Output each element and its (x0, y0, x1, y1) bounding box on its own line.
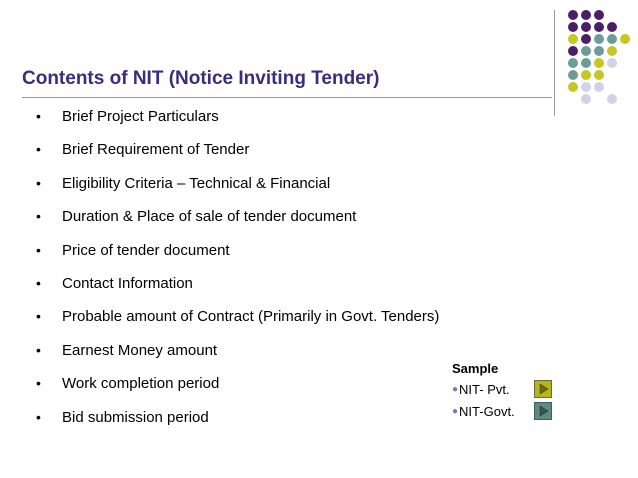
decor-dot (568, 58, 578, 68)
bullet-text: Brief Requirement of Tender (62, 141, 250, 159)
bullet-marker: • (36, 174, 41, 191)
bullet-item (36, 106, 439, 139)
play-icon (537, 405, 549, 417)
play-icon (537, 383, 549, 395)
bullet-text: Duration & Place of sale of tender document (62, 208, 357, 226)
play-button-nit-govt[interactable] (534, 402, 552, 420)
decor-dot (568, 10, 578, 20)
decor-dot (581, 22, 591, 32)
bullet-list (36, 106, 439, 440)
bullet-text: Brief Project Particulars (62, 108, 219, 125)
bullet-item (36, 373, 439, 406)
decor-dot (594, 82, 604, 92)
title-divider (22, 97, 552, 98)
bullet-item (36, 206, 439, 239)
bullet-text: Price of tender document (62, 241, 230, 259)
decor-dot (594, 58, 604, 68)
sample-link-label: NIT- Pvt. (459, 381, 510, 397)
decor-dot (594, 46, 604, 56)
bullet-text: Probable amount of Contract (Primarily in Govt. Tenders) (62, 308, 440, 326)
decor-dot (568, 22, 578, 32)
sample-link-label-wrap (452, 382, 510, 397)
bullet-marker: • (36, 241, 41, 258)
decor-dot (620, 34, 630, 44)
small-bullet-icon: ● (452, 383, 459, 395)
sample-panel (452, 360, 552, 422)
bullet-text: Contact Information (62, 274, 193, 292)
decor-dot (581, 94, 591, 104)
bullet-marker: • (36, 108, 41, 124)
bullet-text: Eligibility Criteria – Technical & Financial (62, 174, 331, 192)
sample-heading: Sample (452, 361, 499, 376)
decor-dot (581, 82, 591, 92)
decor-dot (594, 22, 604, 32)
bullet-item (36, 173, 439, 206)
decor-dot (594, 34, 604, 44)
decor-dot (581, 46, 591, 56)
bullet-text: Work completion period (62, 375, 220, 393)
sample-link-label: NIT-Govt. (459, 403, 515, 419)
bullet-item (36, 240, 439, 273)
decor-dot (568, 70, 578, 80)
bullet-marker: • (36, 408, 41, 425)
bullet-text: Earnest Money amount (62, 341, 218, 359)
bullet-item (36, 407, 439, 440)
decor-dot (607, 46, 617, 56)
sample-link-nit-govt[interactable] (452, 400, 552, 422)
decor-dot (594, 70, 604, 80)
bullet-item (36, 340, 439, 373)
decor-dot (568, 46, 578, 56)
play-button-nit-pvt[interactable] (534, 380, 552, 398)
bullet-marker: • (36, 308, 41, 325)
vertical-divider (554, 10, 555, 116)
bullet-marker: • (36, 208, 41, 225)
bullet-marker: • (36, 141, 41, 158)
decor-dot (581, 34, 591, 44)
decor-dot (581, 10, 591, 20)
decor-dot (607, 94, 617, 104)
slide-title: Contents of NIT (Notice Inviting Tender) (22, 68, 380, 89)
bullet-marker: • (36, 274, 41, 291)
sample-link-nit-pvt[interactable] (452, 378, 552, 400)
bullet-item (36, 273, 439, 306)
bullet-marker: • (36, 375, 41, 392)
decor-dot (581, 58, 591, 68)
decor-dot (568, 82, 578, 92)
decorative-dot-grid (566, 10, 638, 104)
decor-dot (607, 58, 617, 68)
decor-dot (594, 10, 604, 20)
decor-dot (607, 34, 617, 44)
bullet-text: Bid submission period (62, 408, 209, 426)
decor-dot (607, 22, 617, 32)
decor-dot (581, 70, 591, 80)
small-bullet-icon: ● (452, 405, 459, 417)
bullet-item (36, 139, 439, 172)
decor-dot (568, 34, 578, 44)
bullet-item (36, 306, 439, 339)
sample-link-label-wrap (452, 404, 515, 419)
bullet-marker: • (36, 341, 41, 358)
